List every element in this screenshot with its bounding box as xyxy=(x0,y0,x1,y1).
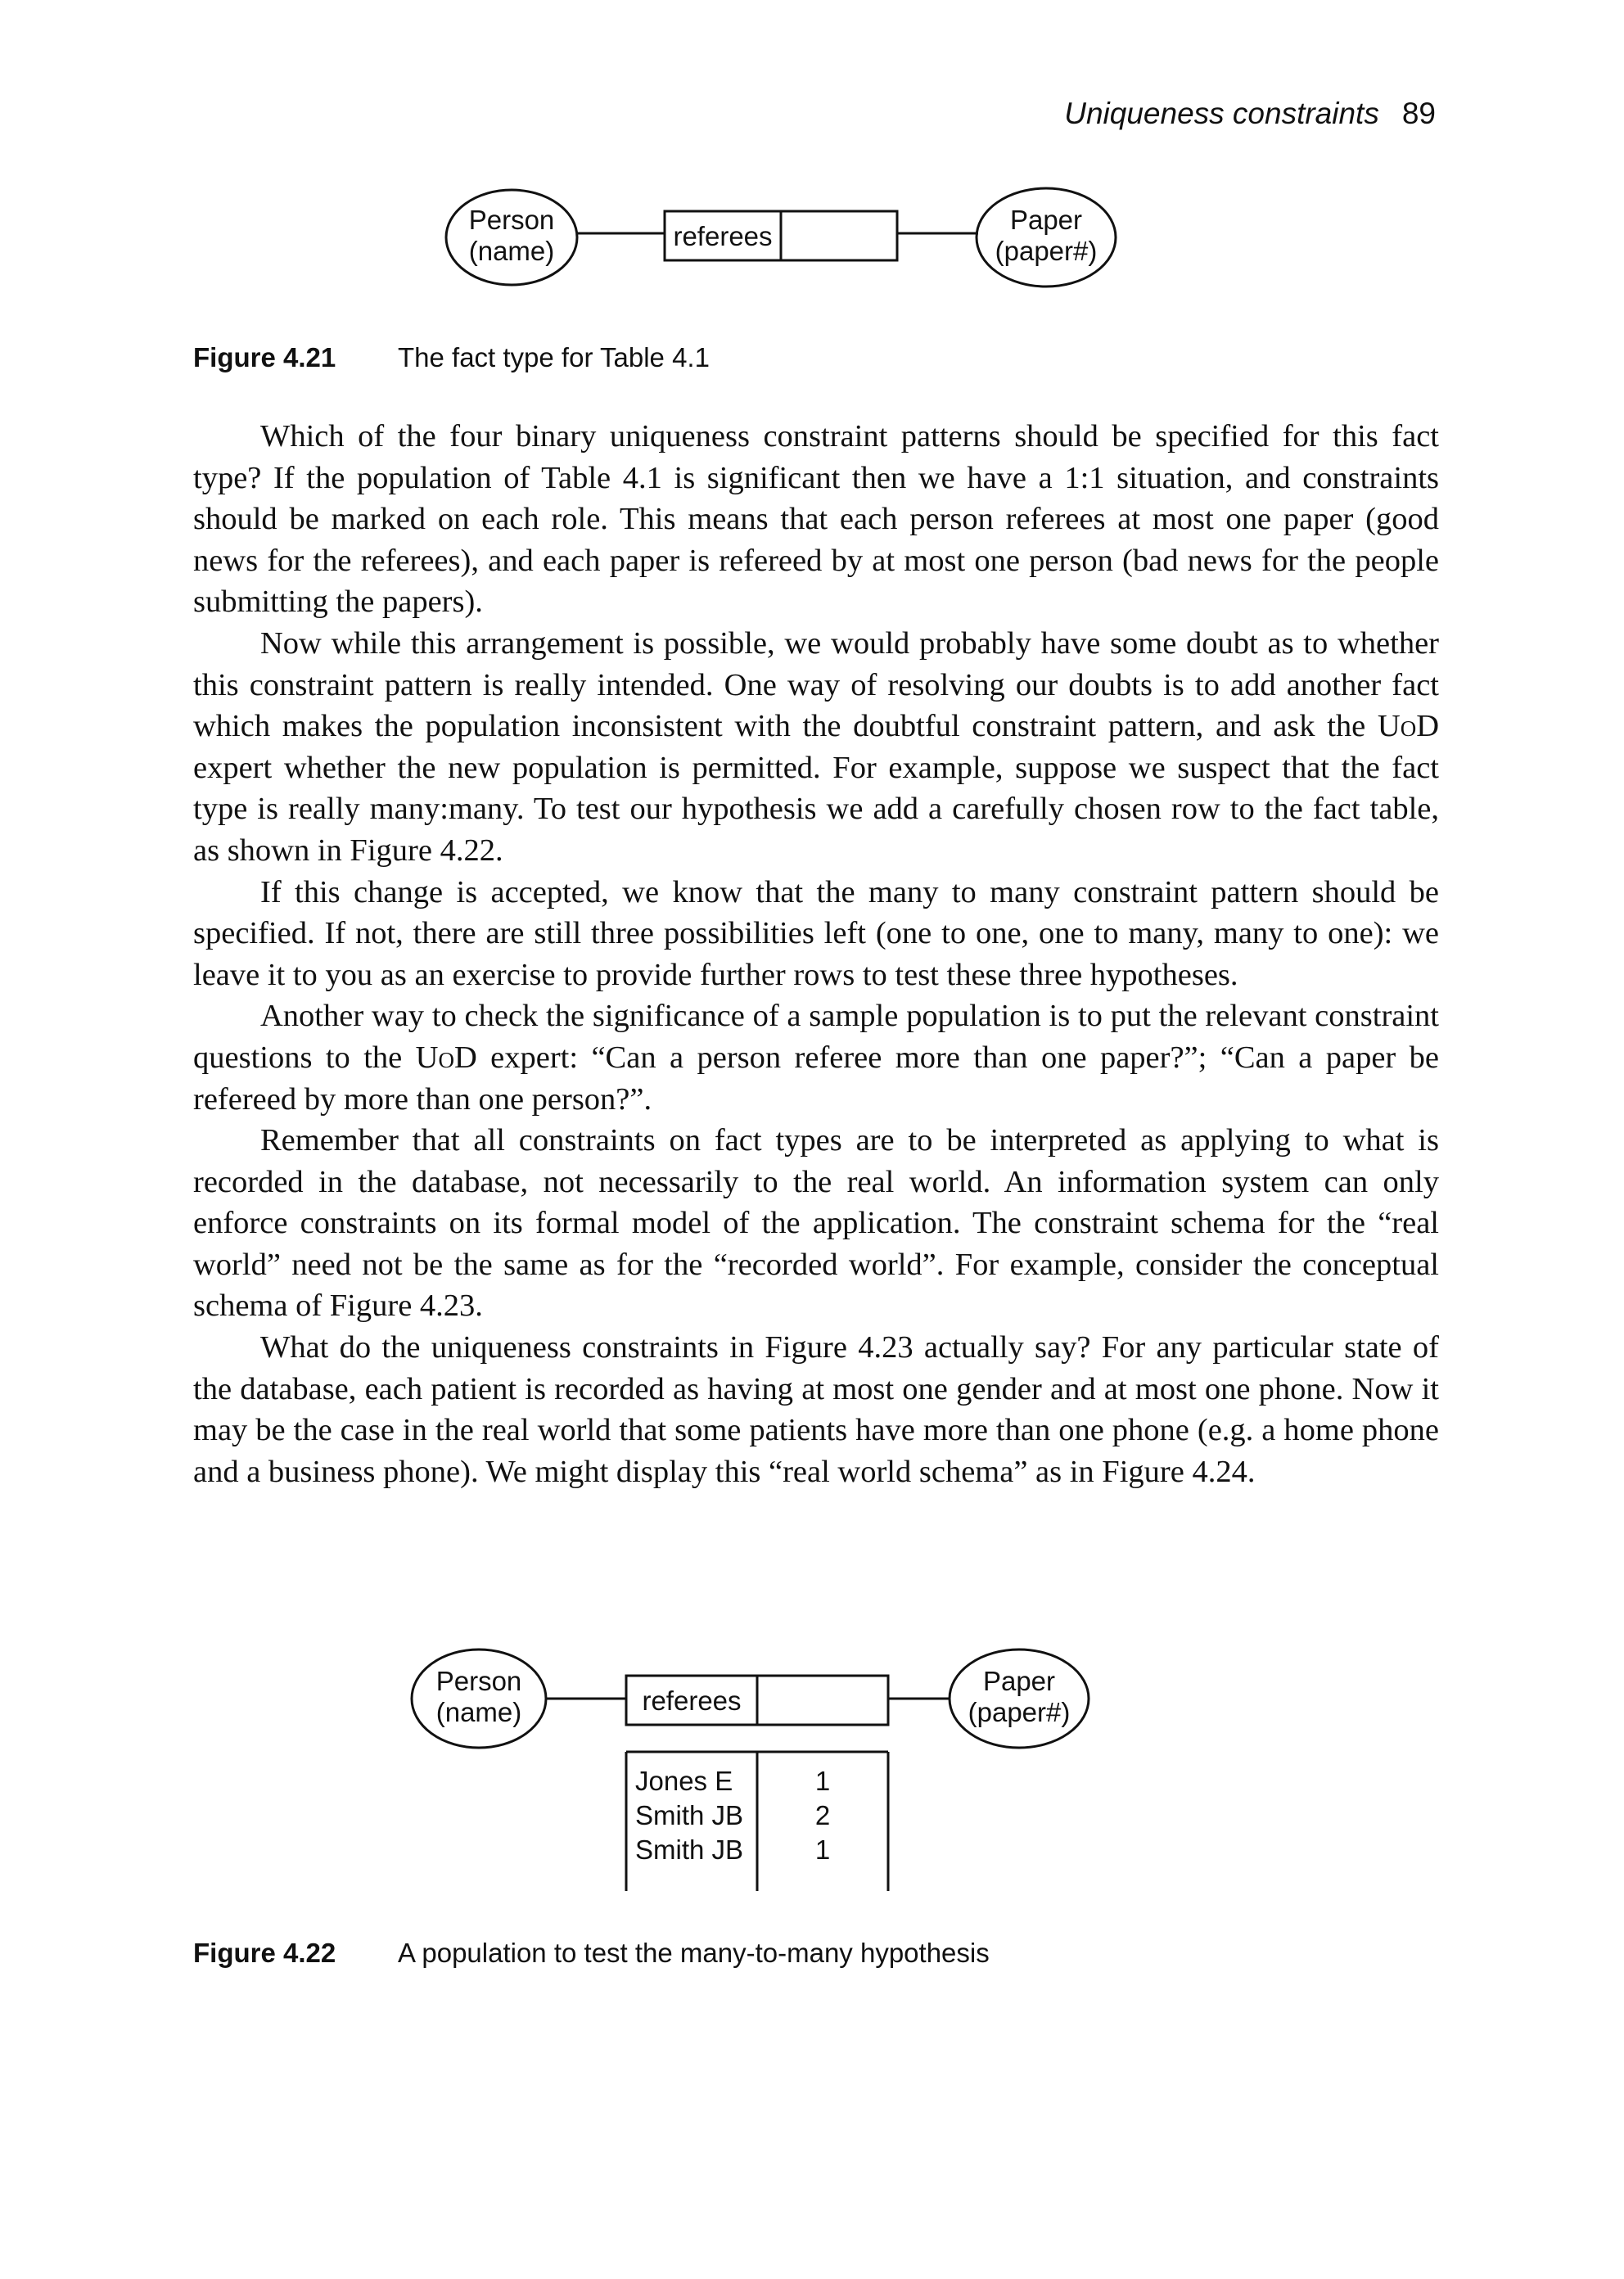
figure-4-22-caption-text: A population to test the many-to-many hypothesis xyxy=(398,1938,990,1968)
person-entity-name: Person xyxy=(435,1666,522,1696)
paragraph: Which of the four binary uniqueness constraint patterns should be specified for this fact type? If the population of Table 4.1 is significant then we have a 1:1 situation, and constraints should be marked on each role. This means that each person referees at most one paper (good news for the referees), and each paper is refereed by at most one person (bad news for the people submitting the papers). xyxy=(193,419,1439,620)
figure-4-22-label: Figure 4.22 xyxy=(193,1938,336,1968)
uod-acronym: UoD xyxy=(1377,709,1439,744)
figure-4-21-diagram xyxy=(442,188,1179,303)
table-row-name: Smith JB xyxy=(635,1834,744,1865)
person-entity-refmode: (name) xyxy=(435,1697,522,1727)
figure-4-22-diagram xyxy=(409,1649,1146,1895)
paragraph: Remember that all constraints on fact types are to be interpreted as applying to what is recorded in the database, not necessarily to the real world. An information system can only enforce constraints on its formal model of the application. The constraint schema for the “real world” need not be the same as for the “recorded world”. For example, consider the conceptual schema of Figure 4.23. xyxy=(193,1123,1439,1324)
paragraph: Another way to check the significance of a sample population is to put the relevant constraint questions to the UoD expert: “Can a person referee more than one paper?”; “Can a paper be refereed by more than one person?”. xyxy=(193,999,1439,1117)
person-entity-name: Person xyxy=(468,205,555,235)
paper-entity-refmode: (paper#) xyxy=(995,236,1098,266)
running-head-title: Uniqueness constraints xyxy=(1064,97,1379,130)
role-label: referees xyxy=(642,1686,742,1716)
paragraph: Now while this arrangement is possible, we would probably have some doubt as to whether this constraint pattern is really intended. One way of resolving our doubts is to add another fact which makes the population inconsistent with the doubtful constraint pattern, and ask the UoD expert whether the new population is permitted. For example, suppose we suspect that the fact type is really many:many. To test our hypothesis we add a carefully chosen row to the fact table, as shown in Figure 4.22. xyxy=(193,625,1439,868)
paper-entity-name: Paper xyxy=(1009,205,1083,235)
table-row-paper: 2 xyxy=(814,1800,831,1830)
paragraph: What do the uniqueness constraints in Figure 4.23 actually say? For any particular state of the database, each patient is recorded as having at most one gender and at most one phone. Now it may be the case in the real world that some patients have more than one phone (e.g. a home phone and a business phone). We might display this “real world schema” as in Figure 4.24. xyxy=(193,1330,1439,1489)
table-row-name: Jones E xyxy=(635,1766,733,1796)
uod-acronym: UoD xyxy=(415,1040,477,1075)
paper-entity-name: Paper xyxy=(982,1666,1056,1696)
body-text xyxy=(193,416,1439,1492)
figure-4-21-caption xyxy=(193,342,710,373)
figure-4-21-label: Figure 4.21 xyxy=(193,342,336,372)
figure-4-21-caption-text: The fact type for Table 4.1 xyxy=(398,342,710,372)
role-box-right xyxy=(757,1676,888,1725)
paper-entity-refmode: (paper#) xyxy=(968,1697,1071,1727)
person-entity-refmode: (name) xyxy=(468,236,555,266)
paragraph: If this change is accepted, we know that the many to many constraint pattern should be specified. If not, there are still three possibilities left (one to one, one to many, many to one): we leave it to you as an exercise to provide further rows to test these three hypotheses. xyxy=(193,874,1439,992)
table-row-paper: 1 xyxy=(814,1766,831,1796)
table-row-name: Smith JB xyxy=(635,1800,744,1830)
role-label: referees xyxy=(673,221,773,251)
role-box-right xyxy=(781,211,897,260)
page-number: 89 xyxy=(1401,97,1436,130)
table-row-paper: 1 xyxy=(814,1834,831,1865)
running-head xyxy=(1064,97,1436,131)
figure-4-22-caption xyxy=(193,1938,990,1969)
